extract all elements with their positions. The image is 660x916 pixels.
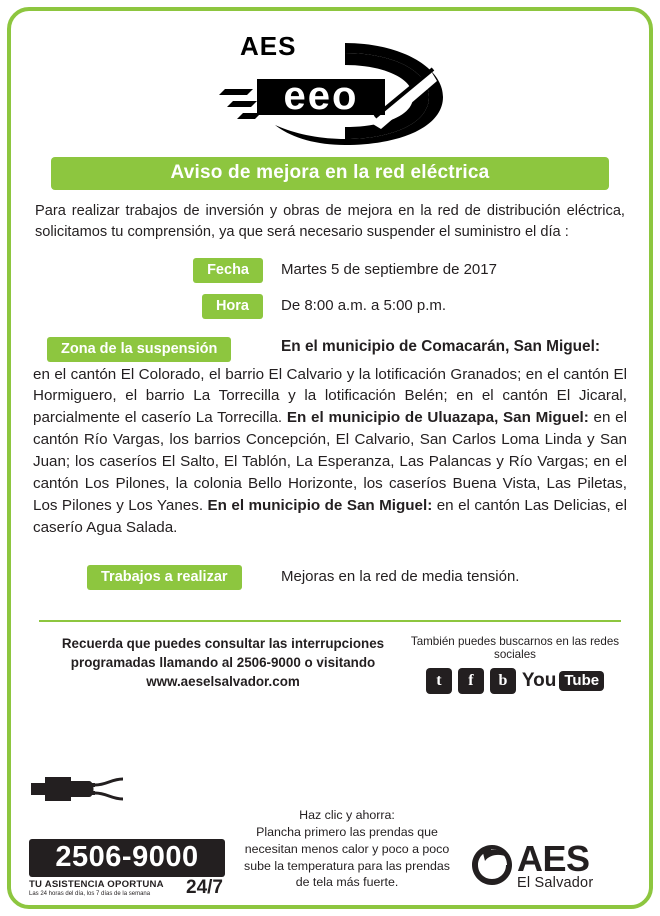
- page-title: Aviso de mejora en la red eléctrica: [51, 157, 609, 190]
- youtube-icon[interactable]: [522, 670, 604, 692]
- phone-block: [29, 839, 225, 897]
- eeo-logo-icon: [195, 31, 465, 151]
- zona-bold-2: En el municipio de Uluazapa, San Miguel:: [286, 409, 589, 427]
- aes-corner-text: [517, 837, 594, 891]
- field-row-hora: [33, 294, 627, 319]
- website-link[interactable]: www.aeselsalvador.com: [146, 673, 300, 689]
- reminder-line-1: Recuerda que puedes consultar las interrupciones: [61, 635, 385, 651]
- phone-tagline: TU ASISTENCIA OPORTUNA: [29, 879, 164, 890]
- tip-title: Haz clic y ahorra:: [299, 808, 395, 823]
- facebook-icon[interactable]: f: [458, 668, 484, 694]
- tip-line-1: Plancha primero las prendas que: [256, 825, 438, 840]
- field-row-trabajos: [33, 565, 627, 590]
- zona-bold-3: En el municipio de San Miguel:: [207, 496, 433, 514]
- aes-corner-name: AES: [517, 837, 590, 879]
- zona-text-3: en el cantón Las Delicias, el caserío Agua Salada.: [33, 496, 627, 536]
- zona-label-col: [33, 337, 281, 362]
- phone-247-badge: 24/7: [186, 877, 223, 898]
- zona-heading: En el municipio de Comacarán, San Miguel:: [281, 337, 600, 355]
- eeo-logo: [195, 31, 465, 151]
- tip-line-3: sube la temperatura para las prendas: [244, 858, 450, 873]
- field-row-zona: [33, 337, 627, 362]
- phone-subtext: [29, 879, 225, 897]
- footer-top: [33, 634, 627, 694]
- social-block: [403, 634, 627, 694]
- zona-label: Zona de la suspensión: [47, 337, 231, 362]
- trabajos-label-col: [33, 565, 281, 590]
- zona-text-1: en el cantón El Colorado, el barrio El Calvario y la lotificación Granados; en el cantón El Hormiguero, el barrio La Torrecilla y la lotificación Belén; en el cantón El Jicaral, parcialmente el caserío La Torrecilla.: [33, 365, 627, 427]
- phone-number: 2506-9000: [29, 839, 225, 877]
- hora-label: Hora: [202, 294, 263, 319]
- aes-swoosh-icon: [469, 843, 515, 889]
- field-row-fecha: [33, 258, 627, 283]
- plug-icon: [31, 769, 127, 809]
- phone-tagline-block: [29, 879, 164, 897]
- trabajos-label: Trabajos a realizar: [87, 565, 242, 590]
- intro-paragraph: Para realizar trabajos de inversión y obras de mejora en la red de distribución eléctrica, solicitamos tu comprensión, ya que será necesario suspender el suministro el día :: [35, 203, 625, 241]
- zona-text-2: en el cantón Río Vargas, los barrios Concepción, El Calvario, San Carlos Loma Linda y San Juan; los caseríos El Salto, El Tablón, La Esperanza, Las Palancas y Río Vargas; en el cantón Los Pilones, la colonia Bello Horizonte, los caseríos Buena Vista, Las Piletas, Los Pilones y Los Yanes.: [33, 409, 628, 514]
- fecha-label-col: [33, 258, 281, 283]
- tip-line-2: necesitan menos calor y poco a poco: [244, 841, 450, 856]
- reminder-line-2: programadas llamando al 2506-9000 o visitando: [70, 654, 376, 670]
- blogger-icon[interactable]: b: [490, 668, 516, 694]
- reminder-block: [33, 634, 403, 694]
- twitter-icon[interactable]: t: [426, 668, 452, 694]
- svg-text:eeo: eeo: [283, 74, 359, 118]
- social-icons: [403, 668, 627, 694]
- logo-block: [33, 25, 627, 155]
- youtube-you-text: You: [521, 669, 557, 691]
- tip-line-4: de tela más fuerte.: [295, 875, 399, 890]
- energy-tip: [225, 807, 469, 897]
- poster-content: [11, 11, 649, 905]
- social-caption: También puedes buscarnos en las redes sociales: [410, 634, 620, 661]
- aes-corner-logo: [469, 837, 635, 897]
- fecha-value: Martes 5 de septiembre de 2017: [281, 260, 497, 278]
- footer-bottom: [11, 807, 649, 897]
- youtube-tube-text: Tube: [559, 671, 604, 691]
- phone-fineprint: Las 24 horas del día, los 7 días de la semana: [29, 891, 151, 897]
- poster-frame: [7, 7, 653, 909]
- zona-body: [33, 364, 627, 539]
- aes-corner-sub: El Salvador: [517, 875, 594, 891]
- section-divider: [39, 620, 621, 622]
- trabajos-value: Mejoras en la red de media tensión.: [281, 567, 520, 585]
- hora-value: De 8:00 a.m. a 5:00 p.m.: [281, 296, 447, 314]
- hora-label-col: [33, 294, 281, 319]
- logo-aes-text: AES: [240, 31, 297, 61]
- fecha-label: Fecha: [193, 258, 263, 283]
